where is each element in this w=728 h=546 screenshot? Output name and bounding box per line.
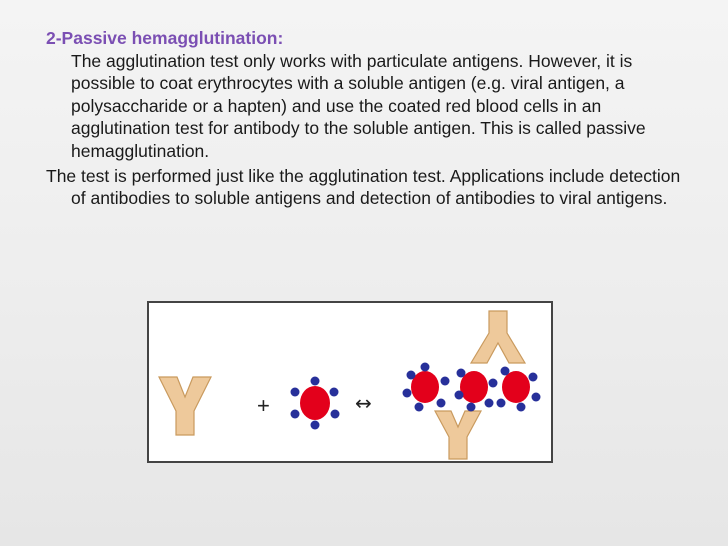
lower-antibody-icon [435,411,481,459]
red-blood-cells [411,371,530,403]
paragraph-test-applications: The test is performed just like the agglutination test. Applications include detection of antibodies to soluble antigens and detection of antibodies to viral antigens. [46,165,681,209]
reversible-arrow: ↔ [355,391,372,415]
diagram-canvas [149,303,551,461]
paragraph-passive-hemagglutination: The agglutination test only works with particulate antigens. However, it is possible to coat erythrocytes with a soluble antigen (e.g. viral antigen, a polysaccharide or a hapten) and use the coated red blood cells in an agglutination test for antibody to the soluble antigen. This is called passive hemagglutination. [71,50,646,161]
antibody-icon [159,377,211,435]
slide-heading: 2-Passive hemagglutination: [46,28,284,48]
hemagglutination-diagram [147,301,553,463]
agglutination-complex [403,311,541,459]
plus-sign: + [257,393,270,418]
coated-red-blood-cell-icon [291,377,340,430]
slide-text [46,27,696,210]
inverted-antibody-icon [471,311,525,363]
